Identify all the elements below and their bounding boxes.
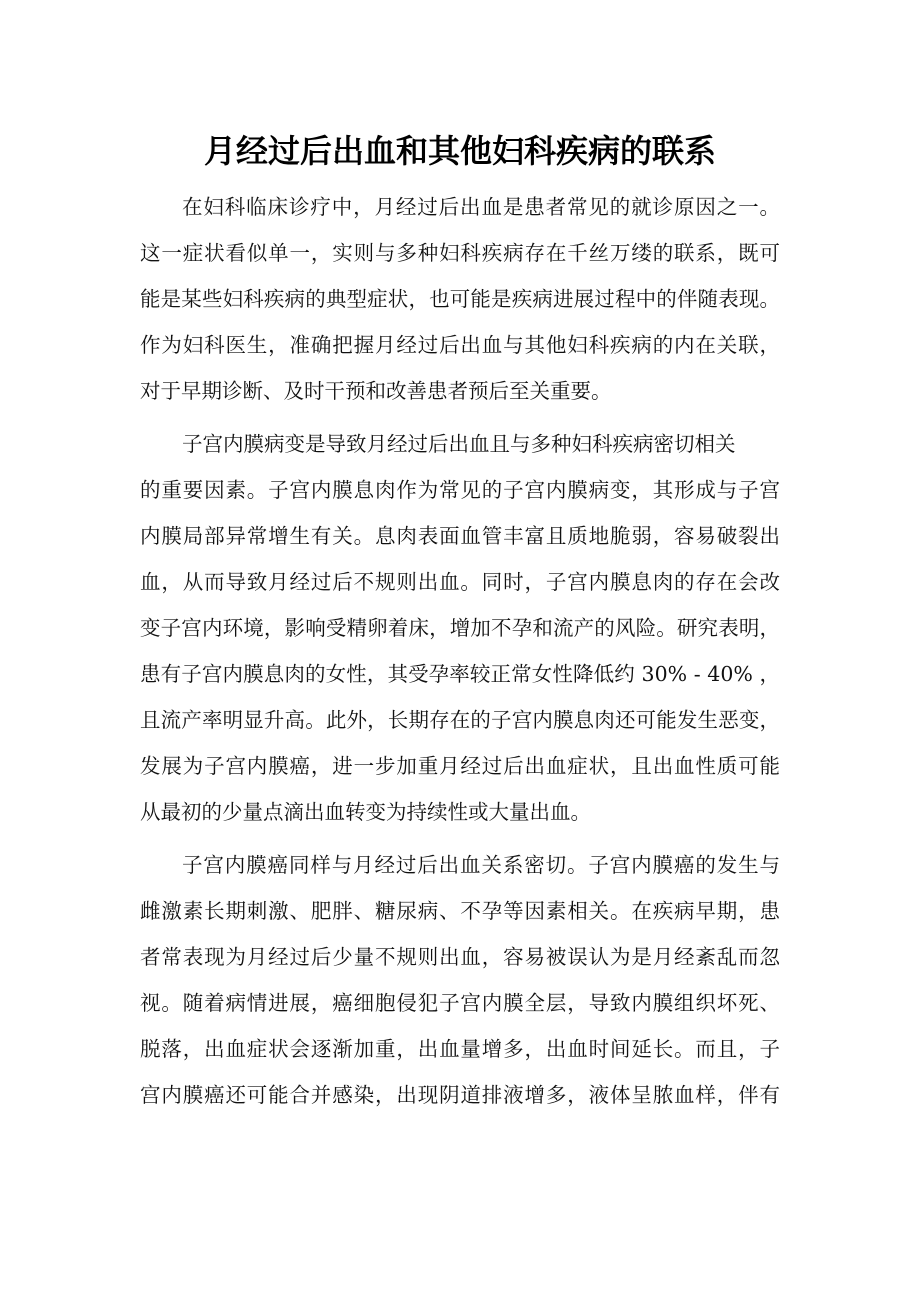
paragraph — [140, 422, 780, 835]
text-line: 作为妇科医生，准确把握月经过后出血与其他妇科疾病的内在关联， — [140, 332, 780, 357]
text-line: 的重要因素。子宫内膜息肉作为常见的子宫内膜病变，其形成与子宫 — [140, 478, 780, 503]
text-line: 变子宫内环境，影响受精卵着床，增加不孕和流产的风险。研究表明， — [140, 616, 780, 641]
paragraph — [140, 843, 780, 1118]
text-line: 患有子宫内膜息肉的女性，其受孕率较正常女性降低约 30% - 40% ， — [140, 661, 780, 686]
text-line: 子宫内膜病变是导致月经过后出血且与多种妇科疾病密切相关 — [182, 432, 736, 457]
text-line: 且流产率明显升高。此外，长期存在的子宫内膜息肉还可能发生恶变， — [140, 707, 780, 732]
text-line: 者常表现为月经过后少量不规则出血，容易被误认为是月经紊乱而忽 — [140, 945, 780, 970]
text-line: 对于早期诊断、及时干预和改善患者预后至关重要。 — [140, 378, 612, 403]
text-line: 宫内膜癌还可能合并感染，出现阴道排液增多，液体呈脓血样，伴有 — [140, 1082, 780, 1107]
text-line: 在妇科临床诊疗中，月经过后出血是患者常见的就诊原因之一。 — [182, 195, 780, 219]
text-line: 子宫内膜癌同样与月经过后出血关系密切。子宫内膜癌的发生与 — [182, 853, 780, 878]
text-line: 内膜局部异常增生有关。息肉表面血管丰富且质地脆弱，容易破裂出 — [140, 524, 780, 549]
paragraph — [140, 185, 780, 414]
text-line: 血，从而导致月经过后不规则出血。同时，子宫内膜息肉的存在会改 — [140, 570, 780, 595]
text-line: 发展为子宫内膜癌，进一步加重月经过后出血症状，且出血性质可能 — [140, 753, 780, 778]
text-line: 这一症状看似单一，实则与多种妇科疾病存在千丝万缕的联系，既可 — [140, 240, 780, 265]
text-line: 视。随着病情进展，癌细胞侵犯子宫内膜全层，导致内膜组织坏死、 — [140, 991, 780, 1016]
paragraph-gap — [140, 835, 780, 843]
text-line: 从最初的少量点滴出血转变为持续性或大量出血。 — [140, 799, 591, 824]
text-line: 脱落，出血症状会逐渐加重，出血量增多，出血时间延长。而且，子 — [140, 1037, 780, 1062]
document-title: 月经过后出血和其他妇科疾病的联系 — [203, 132, 716, 170]
text-line: 能是某些妇科疾病的典型症状，也可能是疾病进展过程中的伴随表现。 — [140, 286, 780, 311]
document-body — [140, 185, 780, 1119]
text-line: 雌激素长期刺激、肥胖、糖尿病、不孕等因素相关。在疾病早期，患 — [140, 899, 780, 924]
paragraph-gap — [140, 414, 780, 422]
